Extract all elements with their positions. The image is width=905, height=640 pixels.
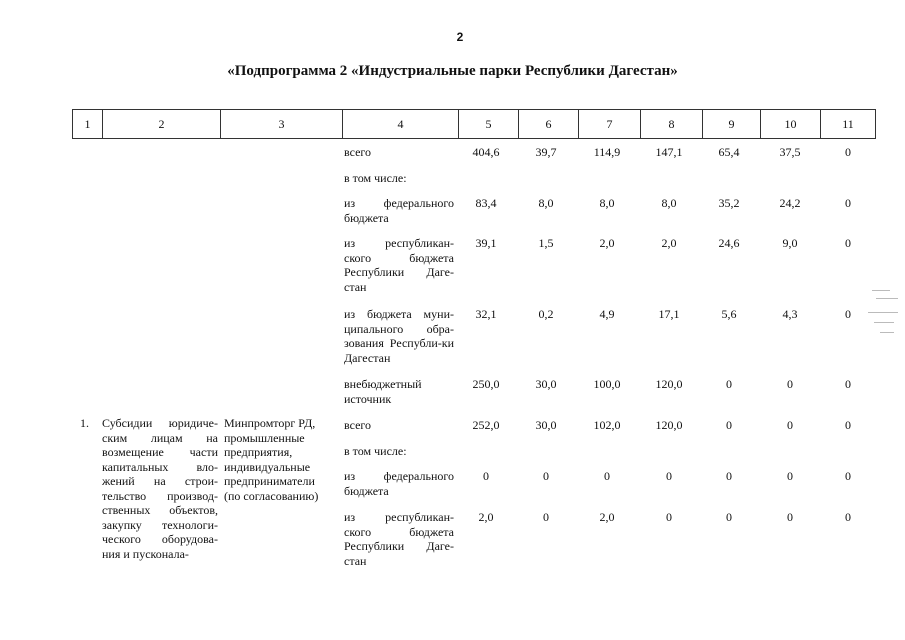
value-cell: 9,0 xyxy=(782,236,798,250)
header-col-1: 1 xyxy=(72,110,102,138)
source-label: внебюджетный источник xyxy=(344,377,422,406)
header-col-3: 3 xyxy=(220,110,342,138)
source-label: из бюджета муни-ципального обра-зования Республи-ки Дагестан xyxy=(344,307,454,365)
header-col-9: 9 xyxy=(702,110,760,138)
header-col-7: 7 xyxy=(578,110,640,138)
value-cell: 252,0 xyxy=(472,418,500,432)
value-cell: 0 xyxy=(845,145,851,159)
value-cell: 8,0 xyxy=(661,196,677,210)
value-cell: 30,0 xyxy=(535,418,557,432)
value-cell: 65,4 xyxy=(718,145,740,159)
scan-speck xyxy=(872,290,890,291)
value-cell: 0 xyxy=(726,469,732,483)
value-cell: 24,2 xyxy=(779,196,801,210)
value-cell: 37,5 xyxy=(779,145,801,159)
value-cell: 0 xyxy=(666,469,672,483)
value-cell: 0 xyxy=(787,418,793,432)
value-cell: 0 xyxy=(787,469,793,483)
value-cell: 35,2 xyxy=(718,196,740,210)
source-label: всего xyxy=(344,145,372,159)
source-label: из федерального бюджета xyxy=(344,469,454,498)
value-cell: 0 xyxy=(845,377,851,391)
scan-speck xyxy=(868,312,898,313)
page-title: «Подпрограмма 2 «Индустриальные парки Республики Дагестан» xyxy=(227,63,678,79)
value-cell: 0,2 xyxy=(538,307,554,321)
header-col-5: 5 xyxy=(458,110,518,138)
value-cell: 4,3 xyxy=(782,307,798,321)
value-cell: 0 xyxy=(726,510,732,524)
value-cell: 147,1 xyxy=(655,145,683,159)
value-cell: 2,0 xyxy=(478,510,494,524)
row-index: 1. xyxy=(80,416,89,430)
header-col-4: 4 xyxy=(342,110,458,138)
value-cell: 120,0 xyxy=(655,418,683,432)
value-cell: 0 xyxy=(483,469,489,483)
header-col-11: 11 xyxy=(820,110,876,138)
header-col-10: 10 xyxy=(760,110,820,138)
value-cell: 2,0 xyxy=(599,236,615,250)
value-cell: 0 xyxy=(787,510,793,524)
source-label: из федерального бюджета xyxy=(344,196,454,225)
value-cell: 5,6 xyxy=(721,307,737,321)
value-cell: 120,0 xyxy=(655,377,683,391)
scan-speck xyxy=(880,332,894,333)
source-label: в том числе: xyxy=(344,444,407,458)
value-cell: 100,0 xyxy=(593,377,621,391)
value-cell: 0 xyxy=(666,510,672,524)
item-description: Субсидии юридиче-ским лицам на возмещение части капитальных вло-жений на строи-тельство производ-ственных объектов, закупку технологи-ческого оборудова-ния и пусконала- xyxy=(102,416,218,561)
value-cell: 0 xyxy=(845,469,851,483)
value-cell: 250,0 xyxy=(472,377,500,391)
value-cell: 8,0 xyxy=(599,196,615,210)
value-cell: 404,6 xyxy=(472,145,500,159)
item-executor: Минпромторг РД, промышленные предприятия, индивидуальные предприниматели (по согласованию) xyxy=(224,416,319,503)
value-cell: 2,0 xyxy=(599,510,615,524)
value-cell: 4,9 xyxy=(599,307,615,321)
value-cell: 114,9 xyxy=(593,145,621,159)
header-col-6: 6 xyxy=(518,110,578,138)
value-cell: 83,4 xyxy=(475,196,497,210)
value-cell: 0 xyxy=(845,307,851,321)
value-cell: 2,0 xyxy=(661,236,677,250)
value-cell: 39,7 xyxy=(535,145,557,159)
value-cell: 0 xyxy=(845,510,851,524)
source-label: из республикан-ского бюджета Республики Даге-стан xyxy=(344,236,454,294)
source-label: в том числе: xyxy=(344,171,407,185)
source-label: всего xyxy=(344,418,372,432)
value-cell: 0 xyxy=(604,469,610,483)
value-cell: 0 xyxy=(543,469,549,483)
value-cell: 102,0 xyxy=(593,418,621,432)
header-col-2: 2 xyxy=(102,110,220,138)
value-cell: 30,0 xyxy=(535,377,557,391)
page-number: 2 xyxy=(456,30,464,44)
value-cell: 8,0 xyxy=(538,196,554,210)
table-header-row xyxy=(72,109,876,139)
value-cell: 0 xyxy=(787,377,793,391)
value-cell: 0 xyxy=(845,196,851,210)
header-col-8: 8 xyxy=(640,110,702,138)
value-cell: 0 xyxy=(726,377,732,391)
value-cell: 32,1 xyxy=(475,307,497,321)
value-cell: 0 xyxy=(845,236,851,250)
value-cell: 39,1 xyxy=(475,236,497,250)
scan-speck xyxy=(874,322,894,323)
value-cell: 0 xyxy=(726,418,732,432)
value-cell: 0 xyxy=(543,510,549,524)
source-label: из республикан-ского бюджета Республики Даге-стан xyxy=(344,510,454,568)
value-cell: 0 xyxy=(845,418,851,432)
value-cell: 17,1 xyxy=(658,307,680,321)
value-cell: 1,5 xyxy=(538,236,554,250)
value-cell: 24,6 xyxy=(718,236,740,250)
scan-speck xyxy=(876,298,898,299)
